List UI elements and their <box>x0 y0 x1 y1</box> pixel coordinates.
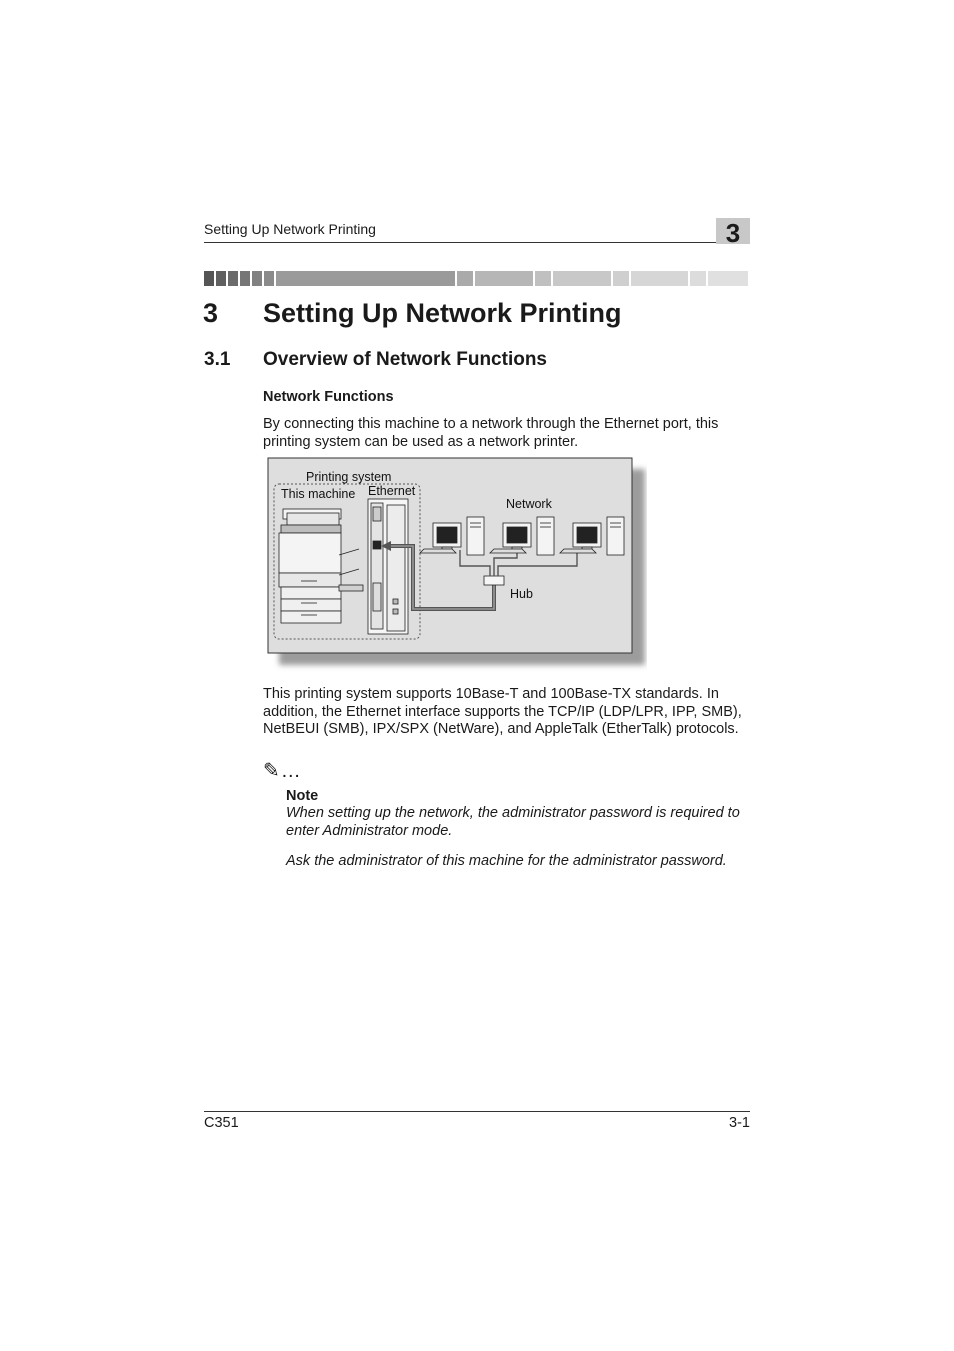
chapter-tab: 3 <box>716 218 750 244</box>
subsection-title: Network Functions <box>263 389 394 405</box>
label-printing-system: Printing system <box>306 470 392 484</box>
footer-model: C351 <box>204 1115 239 1131</box>
note-text-2: Ask the administrator of this machine for the administrator password. <box>286 853 727 869</box>
section-number: 3.1 <box>204 349 231 370</box>
hub-icon <box>484 576 504 585</box>
label-ethernet: Ethernet <box>368 484 416 498</box>
label-this-machine: This machine <box>281 487 356 501</box>
standards-paragraph: This printing system supports 10Base-T and 100Base-TX standards. In addition, the Ethernet interface supports the TCP/IP (LDP/LPR, IPP, SMB), NetBEUI (SMB), IPX/SPX (NetWare), and AppleTalk (EtherTalk) protocols. <box>263 686 742 737</box>
section-title: Overview of Network Functions <box>263 349 547 370</box>
intro-paragraph: By connecting this machine to a network through the Ethernet port, this printing system can be used as a network printer. <box>263 416 719 450</box>
header-rule <box>204 242 716 243</box>
chapter-title: Setting Up Network Printing <box>263 298 622 328</box>
footer-rule <box>204 1111 750 1112</box>
network-diagram <box>267 457 647 677</box>
chapter-number: 3 <box>203 298 219 328</box>
pencil-icon: ✎… <box>263 760 302 782</box>
note-text-1: When setting up the network, the administrator password is required to enter Administrator mode. <box>286 805 740 839</box>
note-title: Note <box>286 788 319 804</box>
label-network: Network <box>506 497 552 511</box>
footer-page-number: 3-1 <box>729 1115 750 1131</box>
label-hub: Hub <box>510 587 533 601</box>
decorative-stripe <box>204 271 750 286</box>
printer-controller-icon <box>368 499 408 634</box>
running-header: Setting Up Network Printing <box>204 221 376 237</box>
